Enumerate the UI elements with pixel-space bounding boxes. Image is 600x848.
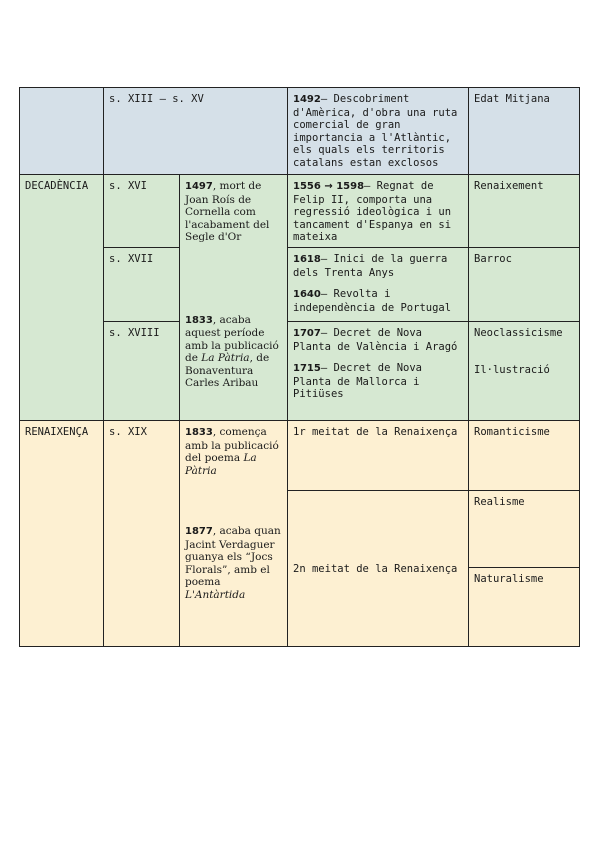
century-label: s. XIX bbox=[109, 426, 147, 438]
note-text: , acaba quan Jacint Verdaguer guanya els “Jocs Florals”, amb el poema bbox=[185, 525, 281, 588]
half-label: 1r meitat de la Renaixença bbox=[293, 426, 458, 438]
event-year: 1556 → 1598 bbox=[293, 181, 365, 192]
century-label: s. XIII – s. XV bbox=[109, 93, 204, 105]
events-cell bbox=[288, 322, 469, 421]
events-cell bbox=[288, 175, 469, 248]
century-label: s. XVIII bbox=[109, 327, 160, 339]
note-year: 1833 bbox=[185, 427, 213, 438]
style-label: Edat Mitjana bbox=[474, 93, 550, 105]
style-label: Naturalisme bbox=[474, 573, 544, 585]
event-text: – Descobriment d'Amèrica, d'obra una ruta comercial de gran importancia a l'Atlàntic, els quals els territoris catalans estan exclosos bbox=[293, 93, 458, 169]
style-label: Il·lustració bbox=[474, 363, 550, 376]
note-text: , mort de Joan Roís de Cornella com l'acabament del Segle d'Or bbox=[185, 180, 270, 243]
century-cell bbox=[104, 88, 288, 175]
century-label: s. XVI bbox=[109, 180, 147, 192]
row-medieval bbox=[20, 88, 580, 175]
note-year: 1497 bbox=[185, 181, 213, 192]
event-text: – Decret de Nova Planta de Mallorca i Pitiüses bbox=[293, 362, 423, 400]
event-year: 1715 bbox=[293, 363, 321, 374]
half-label: 2n meitat de la Renaixença bbox=[293, 563, 458, 576]
period-cell-renaixenca bbox=[20, 421, 104, 647]
events-cell bbox=[288, 248, 469, 322]
style-cell bbox=[469, 568, 580, 647]
style-cell bbox=[469, 248, 580, 322]
event-text: – Decret de Nova Planta de València i Aragó bbox=[293, 327, 458, 353]
notes-cell-renaixenca bbox=[180, 421, 288, 647]
period-cell-empty bbox=[20, 88, 104, 175]
style-cell bbox=[469, 421, 580, 491]
literature-timeline-table bbox=[19, 87, 580, 647]
style-cell bbox=[469, 175, 580, 248]
style-cell bbox=[469, 322, 580, 421]
row-decadencia-s18 bbox=[20, 322, 580, 421]
note-italic-title: L'Antàrtida bbox=[185, 588, 246, 601]
half-cell bbox=[288, 491, 469, 647]
event-year: 1707 bbox=[293, 328, 321, 339]
century-cell bbox=[104, 248, 180, 322]
note-text: , comença amb la publicació del poema bbox=[185, 426, 279, 464]
note-italic-title: La Pàtria bbox=[185, 452, 257, 477]
row-renaixenca-half1 bbox=[20, 421, 580, 491]
period-label: RENAIXENÇA bbox=[25, 426, 89, 438]
row-decadencia-s17 bbox=[20, 248, 580, 322]
note-italic-title: La Pàtria bbox=[201, 352, 250, 364]
style-label: Romanticisme bbox=[474, 426, 550, 438]
century-cell bbox=[104, 175, 180, 248]
style-cell bbox=[469, 491, 580, 568]
event-text: – Regnat de Felip II, comporta una regressió ideològica i un tancament d'Espanya en si mateixa bbox=[293, 180, 452, 243]
style-cell bbox=[469, 88, 580, 175]
note-text: , acaba aquest període amb la publicació de bbox=[185, 313, 279, 364]
style-label: Barroc bbox=[474, 253, 512, 265]
event-year: 1640 bbox=[293, 289, 321, 300]
event-year: 1618 bbox=[293, 254, 321, 265]
period-label: DECADÈNCIA bbox=[25, 180, 89, 192]
events-cell bbox=[288, 88, 469, 175]
century-label: s. XVII bbox=[109, 253, 154, 265]
note-year: 1877 bbox=[185, 526, 213, 537]
event-text: – Inici de la guerra dels Trenta Anys bbox=[293, 253, 448, 279]
note-text: , de Bonaventura Carles Aribau bbox=[185, 352, 270, 389]
century-cell bbox=[104, 421, 180, 647]
event-year: 1492 bbox=[293, 94, 321, 105]
event-text: – Revolta i independència de Portugal bbox=[293, 288, 452, 314]
row-decadencia-s16 bbox=[20, 175, 580, 248]
half-cell bbox=[288, 421, 469, 491]
style-label: Neoclassicisme bbox=[474, 327, 563, 339]
period-cell-decadencia bbox=[20, 175, 104, 421]
notes-cell-decadencia bbox=[180, 175, 288, 421]
note-year: 1833 bbox=[185, 314, 213, 326]
style-label: Realisme bbox=[474, 496, 525, 508]
style-label: Renaixement bbox=[474, 180, 544, 192]
century-cell bbox=[104, 322, 180, 421]
